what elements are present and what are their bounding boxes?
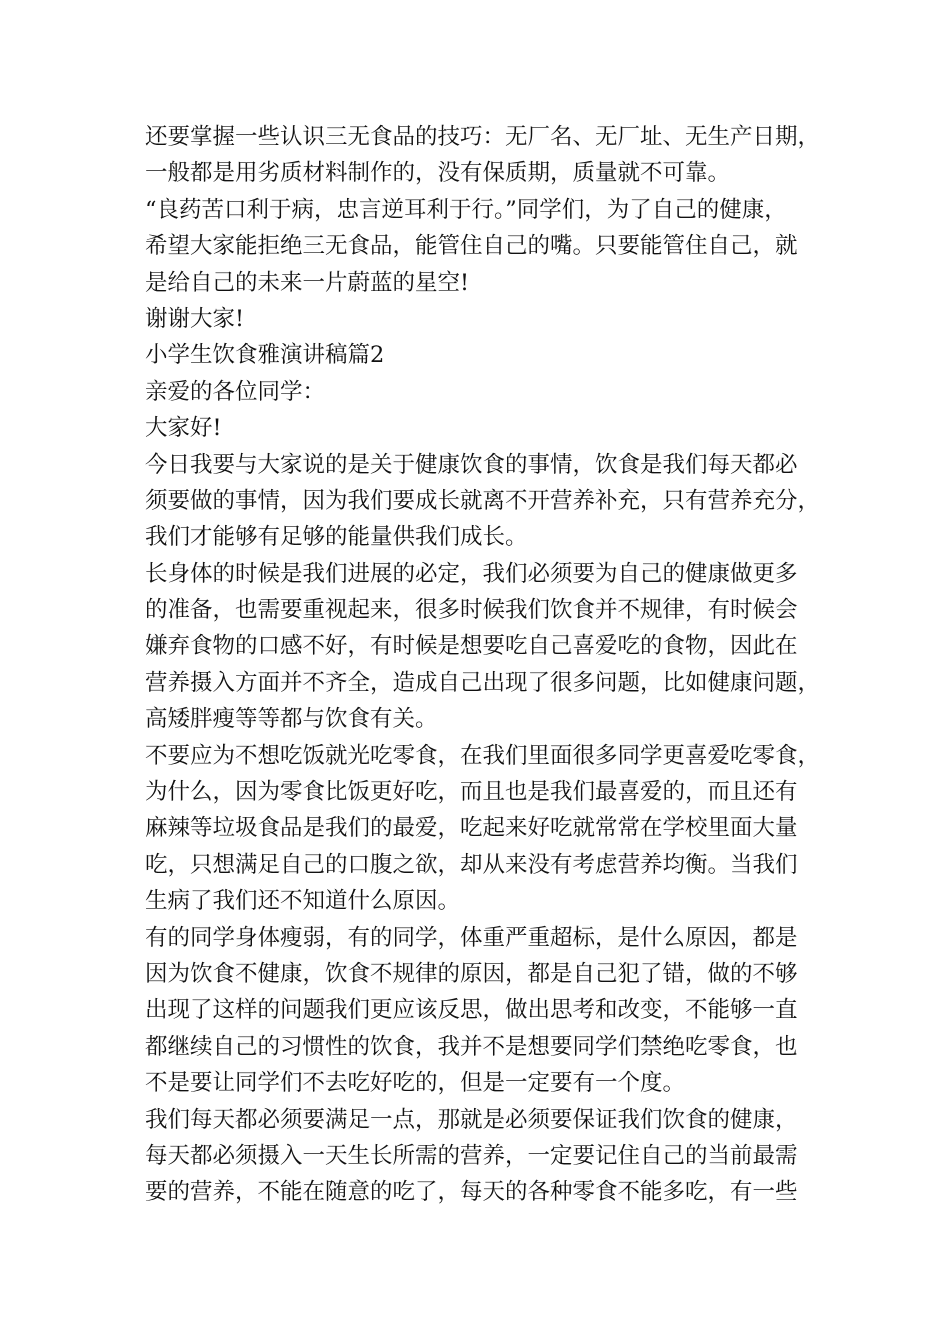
- text-line: 须要做的事情，因为我们要成长就离不开营养补充，只有营养充分，: [145, 487, 821, 514]
- text-line: 我们才能够有足够的能量供我们成长。: [145, 524, 528, 551]
- text-line: 不要应为不想吃饭就光吃零食，在我们里面很多同学更喜爱吃零食，: [145, 742, 821, 769]
- text-line: 高矮胖瘦等等都与饮食有关。: [145, 706, 438, 733]
- text-line: 长身体的时候是我们进展的必定，我们必须要为自己的健康做更多: [145, 560, 798, 587]
- text-line: 今日我要与大家说的是关于健康饮食的事情，饮食是我们每天都必: [145, 451, 798, 478]
- text-line: 因为饮食不健康，饮食不规律的原因，都是自己犯了错，做的不够: [145, 960, 798, 987]
- text-line: 每天都必须摄入一天生长所需的营养，一定要记住自己的当前最需: [145, 1142, 798, 1169]
- text-line: 一般都是用劣质材料制作的，没有保质期，质量就不可靠。: [145, 160, 731, 187]
- text-line: “良药苦口利于病，忠言逆耳利于行。”同学们，为了自己的健康，: [145, 196, 787, 223]
- text-line: 出现了这样的问题我们更应该反思，做出思考和改变，不能够一直: [145, 997, 798, 1024]
- text-line: 麻辣等垃圾食品是我们的最爱，吃起来好吃就常常在学校里面大量: [145, 815, 798, 842]
- salutation: 亲爱的各位同学：: [145, 378, 326, 405]
- text-line: 营养摄入方面并不齐全，造成自己出现了很多问题，比如健康问题，: [145, 669, 821, 696]
- text-line: 是给自己的未来一片蔚蓝的星空!: [145, 269, 470, 296]
- text-line: 我们每天都必须要满足一点，那就是必须要保证我们饮食的健康，: [145, 1106, 798, 1133]
- text-line: 嫌弃食物的口感不好，有时候是想要吃自己喜爱吃的食物，因此在: [145, 633, 798, 660]
- text-line: 的准备，也需要重视起来，很多时候我们饮食并不规律，有时候会: [145, 597, 798, 624]
- text-line: 生病了我们还不知道什么原因。: [145, 888, 461, 915]
- text-line: 都继续自己的习惯性的饮食，我并不是想要同学们禁绝吃零食，也: [145, 1033, 798, 1060]
- text-line: 还要掌握一些认识三无食品的技巧：无厂名、无厂址、无生产日期，: [145, 124, 821, 150]
- greeting: 大家好!: [145, 415, 222, 442]
- text-line: 要的营养，不能在随意的吃了，每天的各种零食不能多吃，有一些: [145, 1179, 798, 1206]
- section-title: 小学生饮食雅演讲稿篇2: [145, 342, 385, 369]
- text-line: 希望大家能拒绝三无食品，能管住自己的嘴。只要能管住自己，就: [145, 233, 798, 260]
- text-line: 不是要让同学们不去吃好吃的，但是一定要有一个度。: [145, 1070, 686, 1097]
- closing-thanks: 谢谢大家!: [145, 305, 245, 332]
- text-line: 为什么，因为零食比饭更好吃，而且也是我们最喜爱的，而且还有: [145, 779, 798, 806]
- text-line: 吃，只想满足自己的口腹之欲，却从来没有考虑营养均衡。当我们: [145, 851, 798, 878]
- text-line: 有的同学身体瘦弱，有的同学，体重严重超标，是什么原因，都是: [145, 924, 798, 951]
- body-text: [145, 119, 821, 1211]
